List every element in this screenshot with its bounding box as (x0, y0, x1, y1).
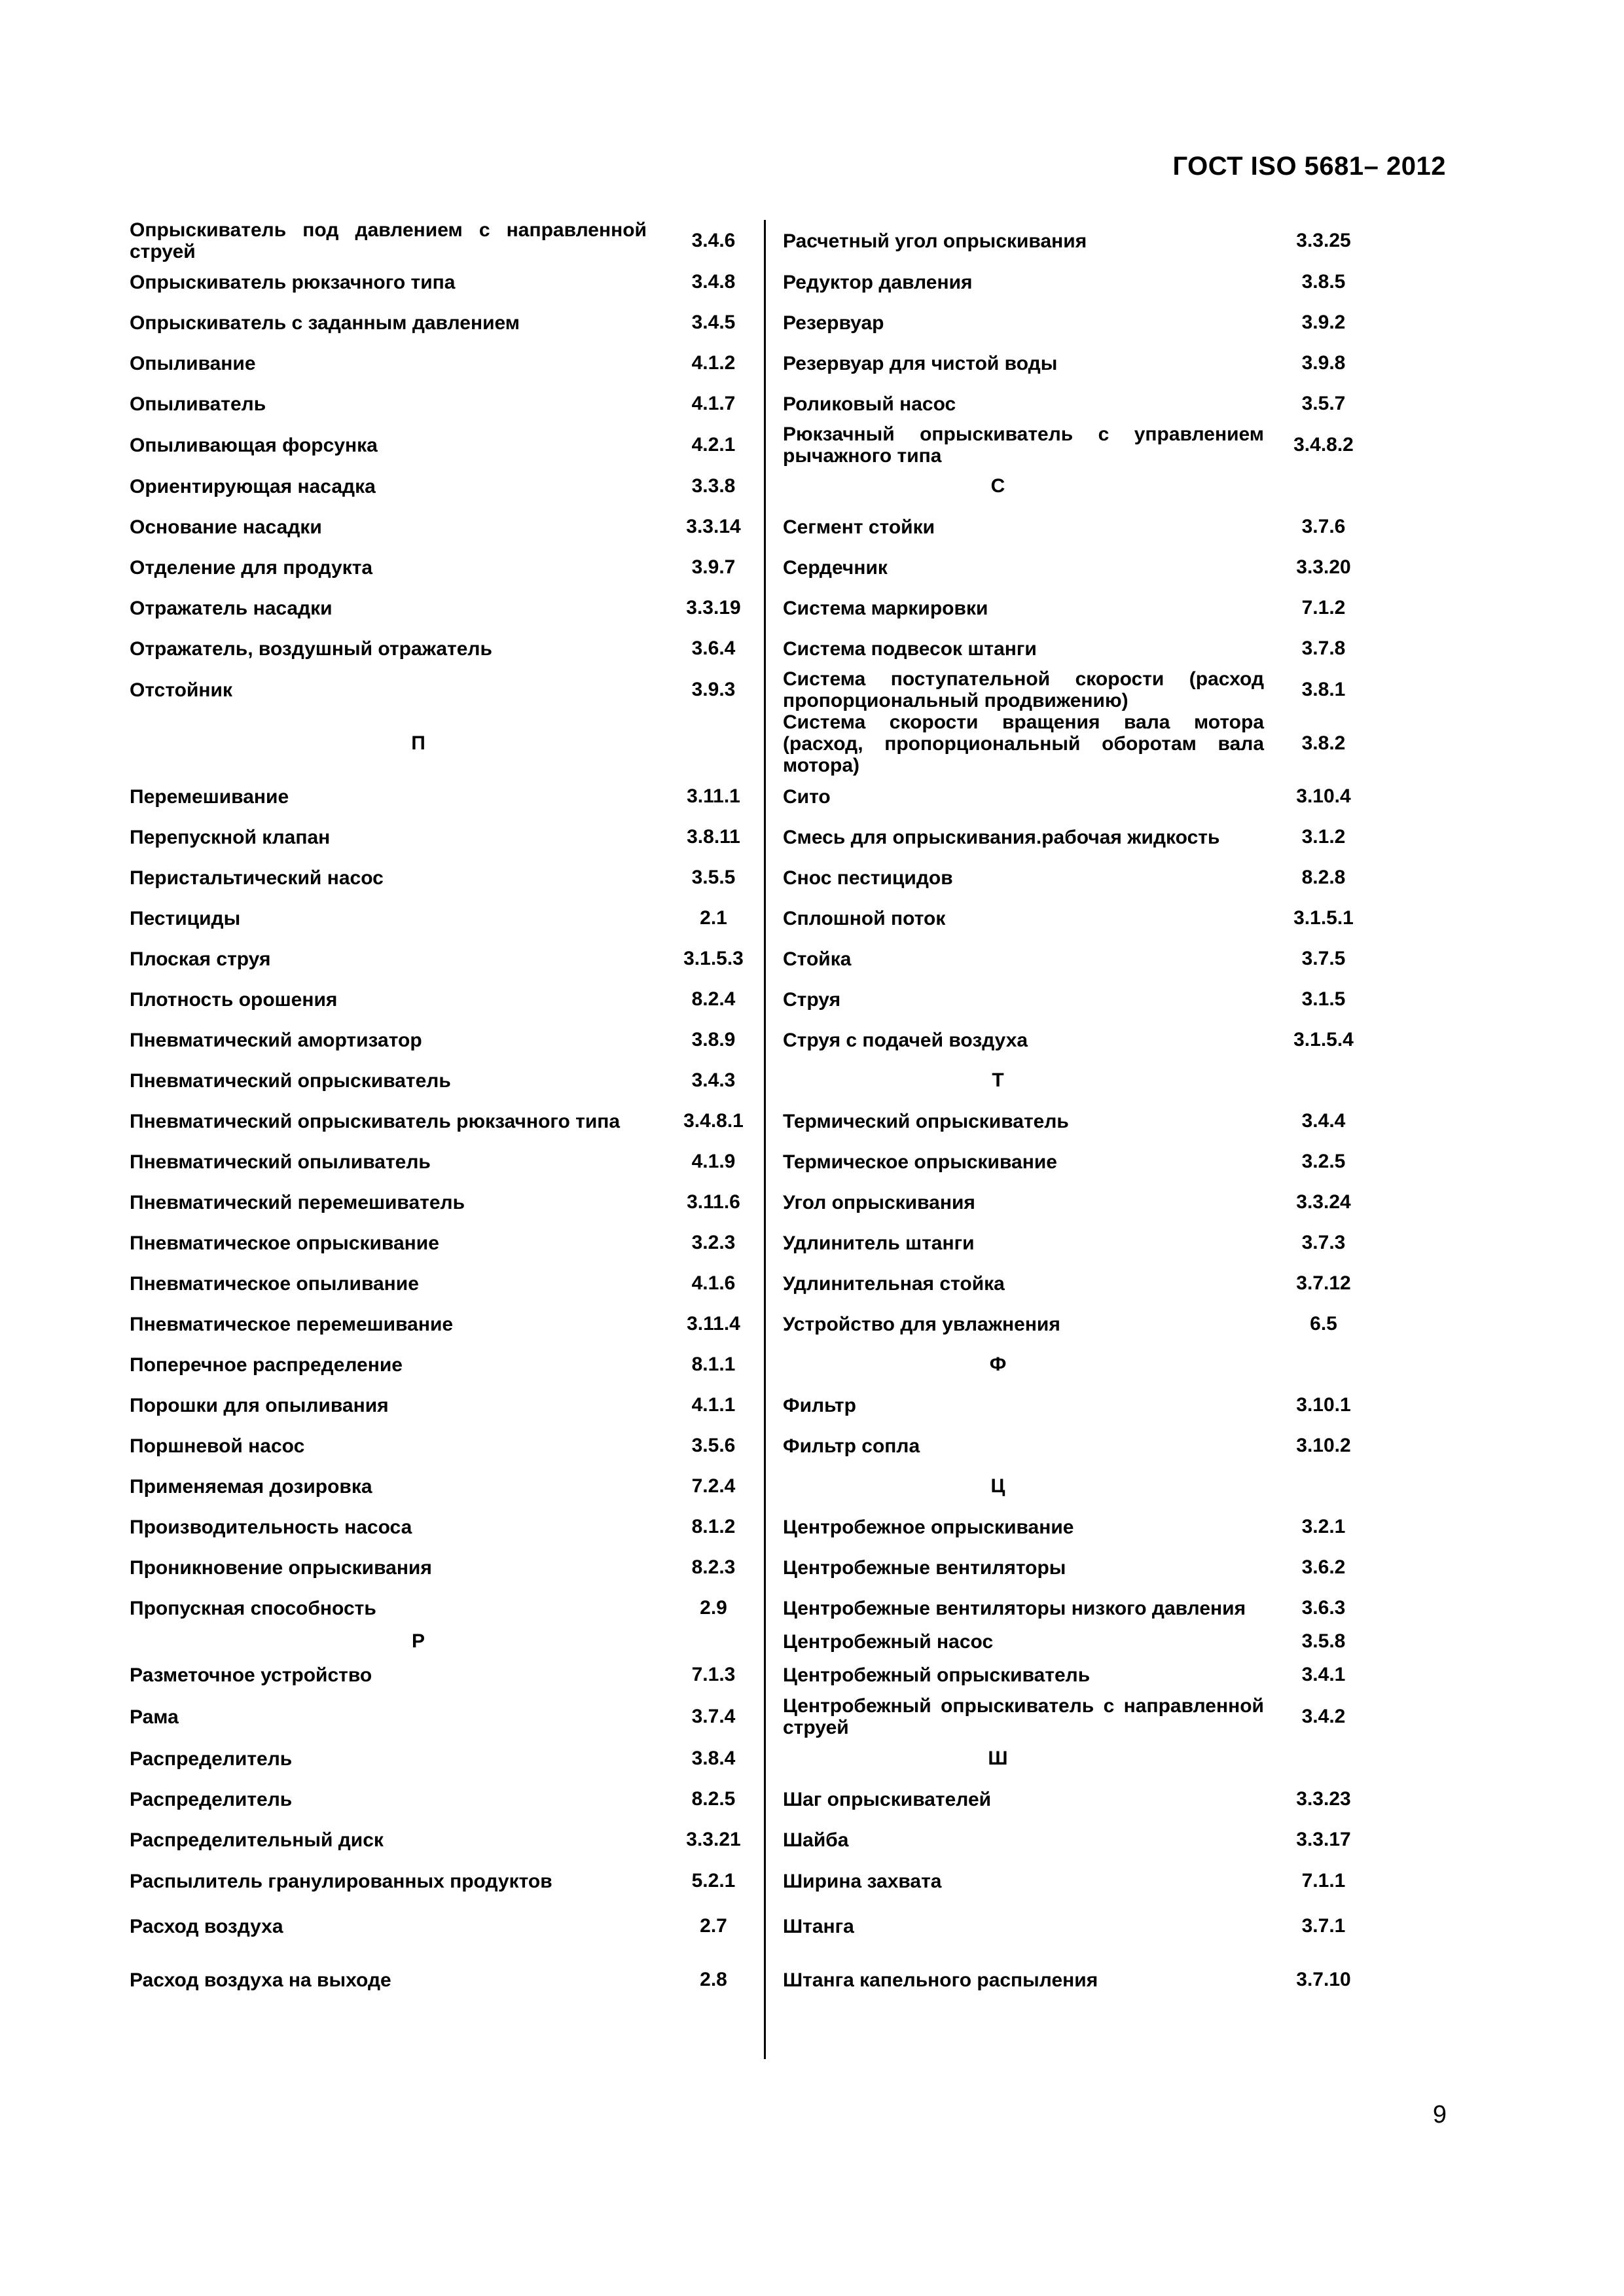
index-ref: 3.5.6 (691, 1435, 736, 1456)
index-term: Система поступательной скорости (расход пропорциональный продвижению) (783, 668, 1264, 711)
index-entry (130, 1304, 751, 1344)
index-term: Фильтр сопла (783, 1435, 920, 1457)
index-entry (130, 1820, 751, 1860)
index-term: Перемешивание (130, 785, 289, 808)
index-term: Плоская струя (130, 948, 271, 970)
index-ref: 3.4.3 (691, 1069, 736, 1091)
index-entry (783, 669, 1372, 711)
index-term: Штанга (783, 1915, 854, 1937)
index-entry (130, 1426, 751, 1466)
index-entry (130, 384, 751, 424)
index-entry (130, 1020, 751, 1060)
index-ref: 4.2.1 (691, 434, 736, 456)
index-ref: 3.4.5 (691, 312, 736, 333)
index-ref: 3.3.14 (686, 516, 741, 537)
index-entry (130, 262, 751, 302)
index-ref: 3.4.8.2 (1293, 434, 1354, 456)
index-ref: 3.9.7 (691, 556, 736, 578)
index-term: Система маркировки (783, 597, 988, 619)
index-ref: 3.3.24 (1296, 1191, 1351, 1213)
index-ref: 8.2.5 (691, 1788, 736, 1810)
index-term: Основание насадки (130, 516, 322, 538)
index-term: Удлинитель штанги (783, 1232, 975, 1254)
index-entry (783, 776, 1372, 817)
index-ref: 3.7.5 (1301, 948, 1346, 969)
index-entry (783, 628, 1372, 669)
index-term: Перистальтический насос (130, 867, 384, 889)
index-ref: 8.2.8 (1301, 867, 1346, 888)
index-term: Шайба (783, 1829, 849, 1851)
index-ref: 4.1.1 (691, 1394, 736, 1416)
index-entry (783, 1426, 1372, 1466)
index-entry (130, 547, 751, 588)
index-term: Пневматический опрыскиватель (130, 1069, 451, 1092)
index-entry (130, 979, 751, 1020)
index-entry (783, 1695, 1372, 1738)
index-entry (130, 507, 751, 547)
index-term: Отделение для продукта (130, 556, 373, 579)
index-term: Поперечное распределение (130, 1354, 403, 1376)
index-entry (130, 1101, 751, 1141)
index-entry (783, 979, 1372, 1020)
index-entry (783, 817, 1372, 857)
index-ref: 7.1.2 (1301, 597, 1346, 619)
index-term: Пневматическое перемешивание (130, 1313, 454, 1335)
index-section-letter: Ш (988, 1748, 1008, 1769)
index-term: Распределительный диск (130, 1829, 384, 1851)
index-ref: 3.8.5 (1301, 271, 1346, 293)
index-entry (783, 384, 1372, 424)
index-term: Центробежный опрыскиватель с направленной струей (783, 1695, 1264, 1738)
index-entry (130, 1507, 751, 1547)
index-term: Отражатель, воздушный отражатель (130, 637, 492, 660)
index-entry (130, 1695, 751, 1738)
index-entry (130, 1950, 751, 2009)
index-section-letter: С (990, 475, 1005, 497)
index-ref: 3.4.6 (691, 230, 736, 251)
index-entry (130, 220, 751, 262)
index-entry (130, 1547, 751, 1588)
index-ref: 3.1.5.3 (683, 948, 744, 969)
index-entry (783, 1141, 1372, 1182)
index-ref: 2.9 (700, 1597, 727, 1619)
index-term: Центробежные вентиляторы (783, 1556, 1066, 1579)
page-number: 9 (1432, 2101, 1447, 2128)
index-ref: 3.4.1 (1301, 1664, 1346, 1685)
index-ref: 4.1.7 (691, 393, 736, 414)
index-entry (130, 1588, 751, 1628)
index-ref: 3.8.9 (691, 1029, 736, 1050)
index-ref: 3.4.2 (1301, 1706, 1346, 1727)
index-entry (130, 776, 751, 817)
index-term: Центробежный насос (783, 1630, 994, 1653)
index-term: Резервуар (783, 312, 884, 334)
index-term: Штанга капельного распыления (783, 1969, 1098, 1991)
index-entry (130, 1263, 751, 1304)
index-entry (783, 507, 1372, 547)
index-ref: 3.8.2 (1301, 732, 1346, 754)
index-ref: 3.6.3 (1301, 1597, 1346, 1619)
index-ref: 3.4.4 (1301, 1110, 1346, 1132)
index-term: Пропускная способность (130, 1597, 376, 1619)
index-term: Опыливающая форсунка (130, 434, 378, 456)
index-ref: 3.6.2 (1301, 1556, 1346, 1578)
index-ref: 3.2.3 (691, 1232, 736, 1253)
index-ref: 3.3.17 (1296, 1829, 1351, 1850)
index-entry (783, 1304, 1372, 1344)
index-entry (130, 1141, 751, 1182)
index-term: Смесь для опрыскивания.рабочая жидкость (783, 826, 1220, 848)
index-ref: 7.2.4 (691, 1475, 736, 1497)
index-entry (130, 898, 751, 939)
index-term: Отстойник (130, 679, 232, 701)
index-entry (783, 1385, 1372, 1426)
index-ref: 3.10.2 (1296, 1435, 1351, 1456)
index-entry (783, 1655, 1372, 1695)
index-term: Пневматическое опыливание (130, 1272, 419, 1295)
index-term: Сито (783, 785, 831, 808)
index-ref: 4.1.2 (691, 352, 736, 374)
index-ref: 3.3.19 (686, 597, 741, 619)
index-ref: 4.1.6 (691, 1272, 736, 1294)
index-term: Рюкзачный опрыскиватель с управлением рычажного типа (783, 423, 1264, 467)
index-ref: 3.5.8 (1301, 1630, 1346, 1652)
index-ref: 8.2.3 (691, 1556, 736, 1578)
index-ref: 5.2.1 (691, 1870, 736, 1892)
index-entry (783, 1820, 1372, 1860)
index-section-letter: Ц (990, 1475, 1005, 1497)
index-term: Поршневой насос (130, 1435, 305, 1457)
index-ref: 3.3.25 (1296, 230, 1351, 251)
index-section-letter: П (411, 732, 425, 754)
index-ref: 3.11.4 (687, 1313, 740, 1335)
index-section-letter: Р (411, 1630, 425, 1652)
index-ref: 3.7.12 (1296, 1272, 1351, 1294)
index-ref: 3.8.11 (687, 826, 740, 848)
index-ref: 3.9.8 (1301, 352, 1346, 374)
index-ref: 3.1.2 (1301, 826, 1346, 848)
index-term: Устройство для увлажнения (783, 1313, 1060, 1335)
index-term: Разметочное устройство (130, 1664, 372, 1686)
index-term: Проникновение опрыскивания (130, 1556, 432, 1579)
index-ref: 3.10.1 (1296, 1394, 1351, 1416)
index-ref: 2.8 (700, 1969, 727, 1990)
index-section-letter: Т (992, 1069, 1004, 1091)
index-entry (783, 1101, 1372, 1141)
index-entry (783, 220, 1372, 262)
index-ref: 2.1 (700, 907, 727, 929)
index-term: Редуктор давления (783, 271, 973, 293)
index-term: Отражатель насадки (130, 597, 333, 619)
index-ref: 3.8.4 (691, 1748, 736, 1769)
index-entry (130, 302, 751, 343)
index-ref: 3.3.20 (1296, 556, 1351, 578)
index-ref: 7.1.3 (691, 1664, 736, 1685)
index-term: Термическое опрыскивание (783, 1151, 1057, 1173)
index-ref: 3.11.6 (687, 1191, 740, 1213)
index-term: Струя с подачей воздуха (783, 1029, 1028, 1051)
index-term: Применяемая дозировка (130, 1475, 372, 1498)
index-ref: 3.7.1 (1301, 1915, 1346, 1937)
index-term: Пневматический опрыскиватель рюкзачного типа (130, 1110, 621, 1132)
index-term: Стойка (783, 948, 852, 970)
index-term: Рама (130, 1706, 179, 1728)
index-entry (130, 939, 751, 979)
index-ref: 3.7.8 (1301, 637, 1346, 659)
index-entry (783, 588, 1372, 628)
index-term: Опрыскиватель рюкзачного типа (130, 271, 456, 293)
index-term: Ориентирующая насадка (130, 475, 376, 497)
index-ref: 3.11.1 (687, 785, 740, 807)
index-ref: 3.4.8.1 (683, 1110, 744, 1132)
index-entry (783, 711, 1372, 776)
index-term: Струя (783, 988, 841, 1011)
index-term: Распылитель гранулированных продуктов (130, 1870, 552, 1892)
index-term: Сегмент стойки (783, 516, 935, 538)
index-term: Система скорости вращения вала мотора (расход, пропорциональный оборотам вала мотора) (783, 711, 1264, 776)
index-term: Распределитель (130, 1748, 293, 1770)
index-entry (130, 1902, 751, 1950)
index-entry (783, 898, 1372, 939)
index-term: Снос пестицидов (783, 867, 953, 889)
index-term: Сплошной поток (783, 907, 946, 929)
index-entry (130, 424, 751, 466)
index-term: Резервуар для чистой воды (783, 352, 1058, 374)
index-entry (130, 1655, 751, 1695)
index-ref: 3.1.5.4 (1293, 1029, 1354, 1050)
index-ref: 3.2.5 (1301, 1151, 1346, 1172)
index-term: Центробежный опрыскиватель (783, 1664, 1091, 1686)
index-term: Опыливатель (130, 393, 266, 415)
index-ref: 3.2.1 (1301, 1516, 1346, 1537)
index-entry (783, 547, 1372, 588)
index-term: Ширина захвата (783, 1870, 942, 1892)
index-entry (130, 588, 751, 628)
index-ref: 3.7.10 (1296, 1969, 1351, 1990)
index-ref: 3.5.5 (691, 867, 736, 888)
index-term: Расход воздуха на выходе (130, 1969, 391, 1991)
index-section-letter: Ф (989, 1354, 1007, 1375)
index-entry (783, 1779, 1372, 1820)
index-ref: 4.1.9 (691, 1151, 736, 1172)
index-entry (783, 343, 1372, 384)
index-term: Система подвесок штанги (783, 637, 1037, 660)
index-entry (783, 424, 1372, 466)
index-entry (783, 1547, 1372, 1588)
index-entry (783, 939, 1372, 979)
index-term: Сердечник (783, 556, 888, 579)
index-ref: 3.10.4 (1296, 785, 1351, 807)
index-entry (783, 857, 1372, 898)
index-entry (130, 817, 751, 857)
index-term: Расход воздуха (130, 1915, 283, 1937)
index-term: Производительность насоса (130, 1516, 412, 1538)
index-ref: 3.1.5 (1301, 988, 1346, 1010)
index-entry (783, 1263, 1372, 1304)
index-entry (783, 1223, 1372, 1263)
index-entry (130, 628, 751, 669)
index-ref: 7.1.1 (1301, 1870, 1346, 1892)
index-entry (130, 1223, 751, 1263)
index-term: Фильтр (783, 1394, 856, 1416)
index-term: Опыливание (130, 352, 256, 374)
index-entry (130, 1779, 751, 1820)
index-entry (783, 1507, 1372, 1547)
index-entry (130, 669, 751, 711)
index-ref: 2.7 (700, 1915, 727, 1937)
index-ref: 3.6.4 (691, 637, 736, 659)
index-ref: 3.3.8 (691, 475, 736, 497)
index-ref: 3.1.5.1 (1293, 907, 1354, 929)
index-term: Пневматический перемешиватель (130, 1191, 465, 1213)
index-term: Опрыскиватель под давлением с направленной струей (130, 219, 647, 262)
index-ref: 3.9.2 (1301, 312, 1346, 333)
index-ref: 3.7.6 (1301, 516, 1346, 537)
index-entry (783, 1902, 1372, 1950)
index-entry (783, 302, 1372, 343)
index-term: Пневматический амортизатор (130, 1029, 422, 1051)
index-term: Центробежные вентиляторы низкого давления (783, 1597, 1246, 1619)
index-entry (783, 1182, 1372, 1223)
index-term: Распределитель (130, 1788, 293, 1810)
index-entry (130, 1860, 751, 1902)
index-term: Пестициды (130, 907, 241, 929)
index-ref: 8.2.4 (691, 988, 736, 1010)
index-term: Удлинительная стойка (783, 1272, 1005, 1295)
index-term: Шаг опрыскивателей (783, 1788, 992, 1810)
index-term: Угол опрыскивания (783, 1191, 975, 1213)
index-term: Термический опрыскиватель (783, 1110, 1069, 1132)
index-ref: 3.8.1 (1301, 679, 1346, 700)
index-ref: 3.7.3 (1301, 1232, 1346, 1253)
index-entry (130, 1182, 751, 1223)
index-entry (783, 1860, 1372, 1902)
index-term: Центробежное опрыскивание (783, 1516, 1074, 1538)
index-entry (783, 1628, 1372, 1655)
index-ref: 3.9.3 (691, 679, 736, 700)
index-column-right (783, 220, 1372, 2009)
index-entry (130, 1385, 751, 1426)
index-ref: 3.3.21 (686, 1829, 741, 1850)
index-entry (130, 857, 751, 898)
index-term: Пневматический опыливатель (130, 1151, 431, 1173)
index-entry (130, 343, 751, 384)
index-ref: 8.1.1 (691, 1354, 736, 1375)
index-ref: 3.4.8 (691, 271, 736, 293)
index-ref: 8.1.2 (691, 1516, 736, 1537)
index-entry (783, 262, 1372, 302)
index-ref: 3.7.4 (691, 1706, 736, 1727)
index-ref: 3.5.7 (1301, 393, 1346, 414)
index-entry (783, 1950, 1372, 2009)
index-term: Пневматическое опрыскивание (130, 1232, 439, 1254)
index-term: Перепускной клапан (130, 826, 331, 848)
index-term: Опрыскиватель с заданным давлением (130, 312, 520, 334)
index-ref: 3.3.23 (1296, 1788, 1351, 1810)
index-term: Плотность орошения (130, 988, 338, 1011)
document-header: ГОСТ ISO 5681– 2012 (1172, 152, 1446, 181)
index-ref: 6.5 (1310, 1313, 1337, 1335)
index-term: Порошки для опыливания (130, 1394, 389, 1416)
index-term: Расчетный угол опрыскивания (783, 230, 1087, 252)
index-term: Роликовый насос (783, 393, 956, 415)
index-entry (783, 1020, 1372, 1060)
index-entry (783, 1588, 1372, 1628)
